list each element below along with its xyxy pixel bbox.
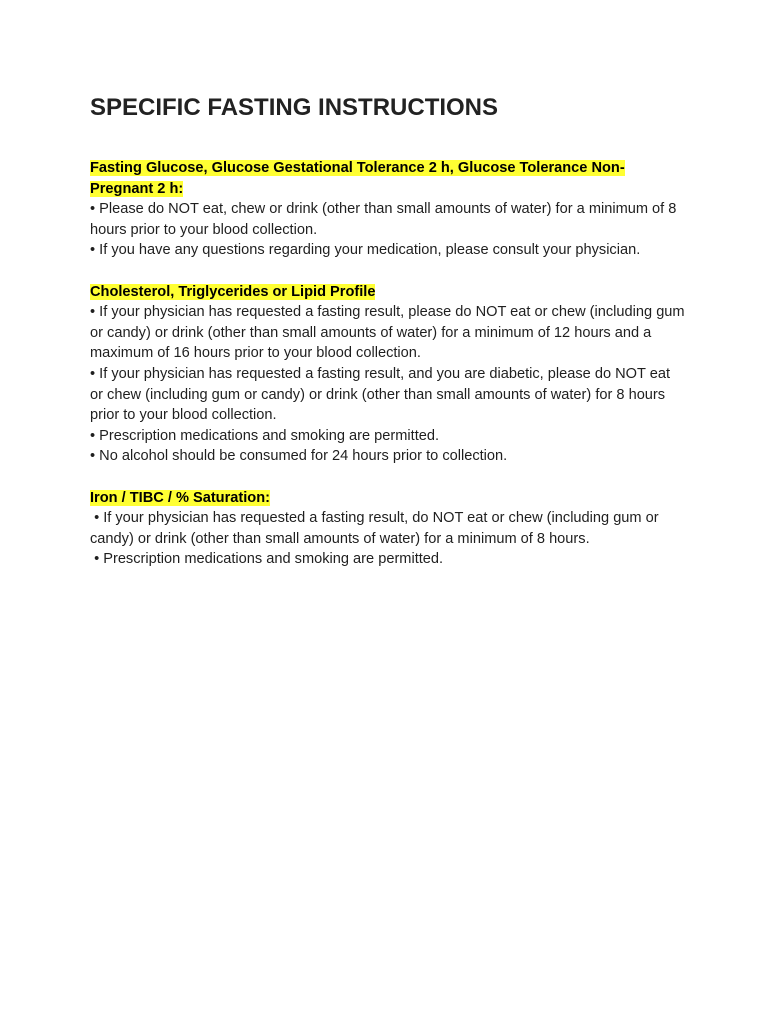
section-iron-tibc <box>90 488 686 570</box>
section-fasting-glucose <box>90 158 686 261</box>
bullet-item: • If your physician has requested a fasting result, and you are diabetic, please do NOT eat or chew (including gum or candy) or drink (other than small amounts of water) for 8 hours prior to your blood collection. <box>90 365 671 424</box>
section-lipid-profile <box>90 282 686 467</box>
section-heading-lipid-profile: Cholesterol, Triglycerides or Lipid Profile <box>90 283 376 300</box>
bullet-item: • Please do NOT eat, chew or drink (other than small amounts of water) for a minimum of 8 hours prior to your blood collection. <box>90 201 677 238</box>
bullet-item: • If you have any questions regarding your medication, please consult your physician. <box>90 242 641 259</box>
document-title: SPECIFIC FASTING INSTRUCTIONS <box>90 94 499 121</box>
bullet-item: • Prescription medications and smoking are permitted. <box>94 551 444 568</box>
section-heading-fasting-glucose: Fasting Glucose, Glucose Gestational Tolerance 2 h, Glucose Tolerance Non-Pregnant 2 h: <box>90 160 625 197</box>
bullet-item: • No alcohol should be consumed for 24 hours prior to collection. <box>90 448 508 465</box>
bullet-item: • Prescription medications and smoking are permitted. <box>90 427 440 444</box>
bullet-item: • If your physician has requested a fasting result, please do NOT eat or chew (including gum or candy) or drink (other than small amounts of water) for a minimum of 12 hours and a maximum of 16 hours prior to your blood collection. <box>90 304 685 362</box>
document-content <box>90 92 686 570</box>
section-heading-iron-tibc: Iron / TIBC / % Saturation: <box>90 489 270 506</box>
bullet-item: • If your physician has requested a fasting result, do NOT eat or chew (including gum or candy) or drink (other than small amounts of water) for a minimum of 8 hours. <box>90 510 659 547</box>
